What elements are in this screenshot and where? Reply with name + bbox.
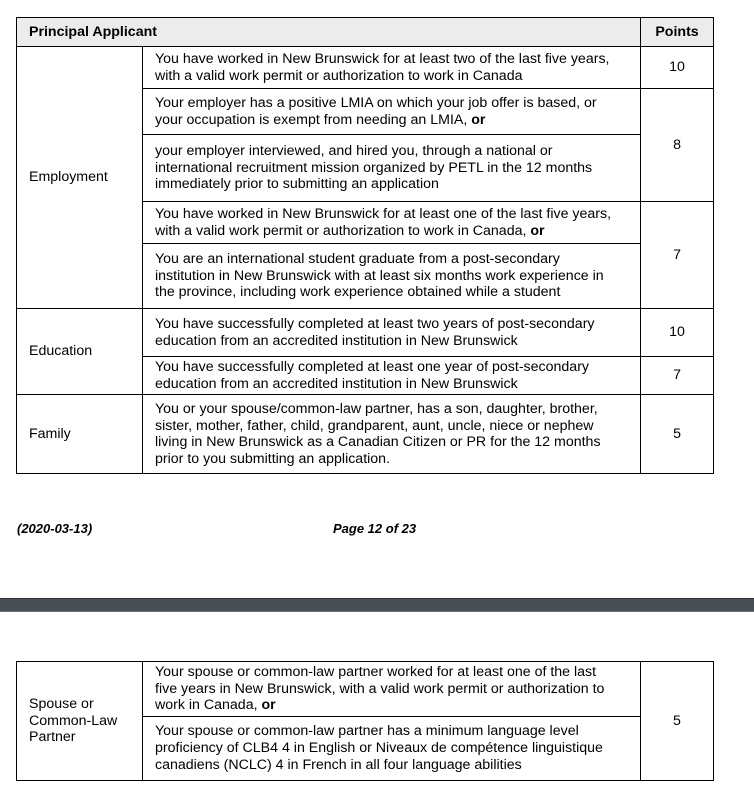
table-row — [17, 395, 714, 474]
points-table-principal-applicant — [16, 17, 714, 474]
category-employment: Employment — [17, 47, 143, 309]
page-separator — [0, 598, 754, 612]
criterion-line-text: with a valid work permit or authorization to work in Canada, — [155, 222, 527, 239]
criterion-text — [143, 47, 641, 89]
table-row — [17, 47, 714, 89]
criterion-line: Your employer has a positive LMIA on which your job offer is based, or — [155, 94, 597, 111]
points-value: 7 — [641, 357, 714, 395]
criterion-text — [143, 662, 641, 717]
table-row — [17, 309, 714, 357]
criterion-line-text: your occupation is exempt from needing an LMIA, — [155, 111, 468, 128]
criterion-line: proficiency of CLB4 4 in English or Niveaux de compétence linguistique — [155, 739, 603, 756]
criterion-line: You have successfully completed at least two years of post-secondary — [155, 315, 595, 332]
points-table-spouse — [16, 661, 714, 781]
criterion-text — [143, 309, 641, 357]
footer-page-number: Page 12 of 23 — [333, 521, 417, 536]
category-line: Common-Law — [29, 712, 118, 729]
criterion-line: your employer interviewed, and hired you, through a national or — [155, 143, 553, 160]
criterion-line — [155, 223, 634, 240]
footer-date: (2020-03-13) — [17, 521, 93, 536]
criterion-line: living in New Brunswick as a Canadian Citizen or PR for the 12 months — [155, 434, 601, 451]
criterion-line: Your spouse or common-law partner worked for at least one of the last — [155, 664, 597, 680]
criterion-text — [143, 716, 641, 780]
emphasis-or: or — [261, 697, 276, 714]
criterion-line: prior to you submitting an application. — [155, 450, 391, 467]
criterion-line: canadiens (NCLC) 4 in French in all four language abilities — [155, 756, 522, 773]
criterion-line: education from an accredited institution in New Brunswick — [155, 332, 518, 349]
criterion-line: international recruitment mission organized by PETL in the 12 months — [155, 159, 593, 176]
criterion-line: immediately prior to submitting an application — [155, 176, 439, 193]
category-line: Spouse or — [29, 696, 94, 712]
category-spouse-partner — [17, 662, 143, 781]
criterion-text — [143, 135, 641, 202]
criterion-line: You have worked in New Brunswick for at least two of the last five years, — [155, 50, 610, 67]
document-page-13 — [0, 612, 754, 811]
points-value: 10 — [641, 309, 714, 357]
criterion-line: the province, including work experience obtained while a student — [155, 284, 561, 301]
criterion-line: You or your spouse/common-law partner, has a son, daughter, brother, — [155, 401, 598, 417]
criterion-line: sister, mother, father, child, grandparent, aunt, uncle, niece or nephew — [155, 417, 594, 434]
emphasis-or: or — [530, 222, 545, 239]
criterion-text — [143, 395, 641, 474]
points-value: 8 — [641, 89, 714, 202]
criterion-line: You are an international student graduate from a post-secondary — [155, 251, 560, 268]
table-header-row — [17, 18, 714, 47]
criterion-line: education from an accredited institution in New Brunswick — [155, 375, 518, 392]
emphasis-or: or — [471, 111, 486, 128]
criterion-line: You have worked in New Brunswick for at least one of the last five years, — [155, 205, 612, 222]
criterion-line — [155, 697, 634, 714]
criterion-line: Your spouse or common-law partner has a minimum language level — [155, 723, 579, 740]
points-value: 7 — [641, 202, 714, 309]
points-value: 5 — [641, 395, 714, 474]
criterion-line: five years in New Brunswick, with a valid work permit or authorization to — [155, 680, 605, 697]
header-points: Points — [641, 18, 714, 47]
category-education: Education — [17, 309, 143, 395]
criterion-text — [143, 202, 641, 244]
criterion-line: institution in New Brunswick with at least six months work experience in — [155, 267, 604, 284]
category-line: Partner — [29, 729, 76, 746]
table-row — [17, 662, 714, 717]
criterion-text — [143, 244, 641, 309]
criterion-line: You have successfully completed at least one year of post-secondary — [155, 359, 590, 375]
criterion-text — [143, 89, 641, 135]
points-value: 10 — [641, 47, 714, 89]
criterion-text — [143, 357, 641, 395]
criterion-line — [155, 112, 634, 129]
category-family: Family — [17, 395, 143, 474]
criterion-line: with a valid work permit or authorization to work in Canada — [155, 67, 523, 84]
header-principal-applicant: Principal Applicant — [17, 18, 641, 47]
points-value: 5 — [641, 662, 714, 781]
criterion-line-text: work in Canada, — [155, 697, 258, 714]
